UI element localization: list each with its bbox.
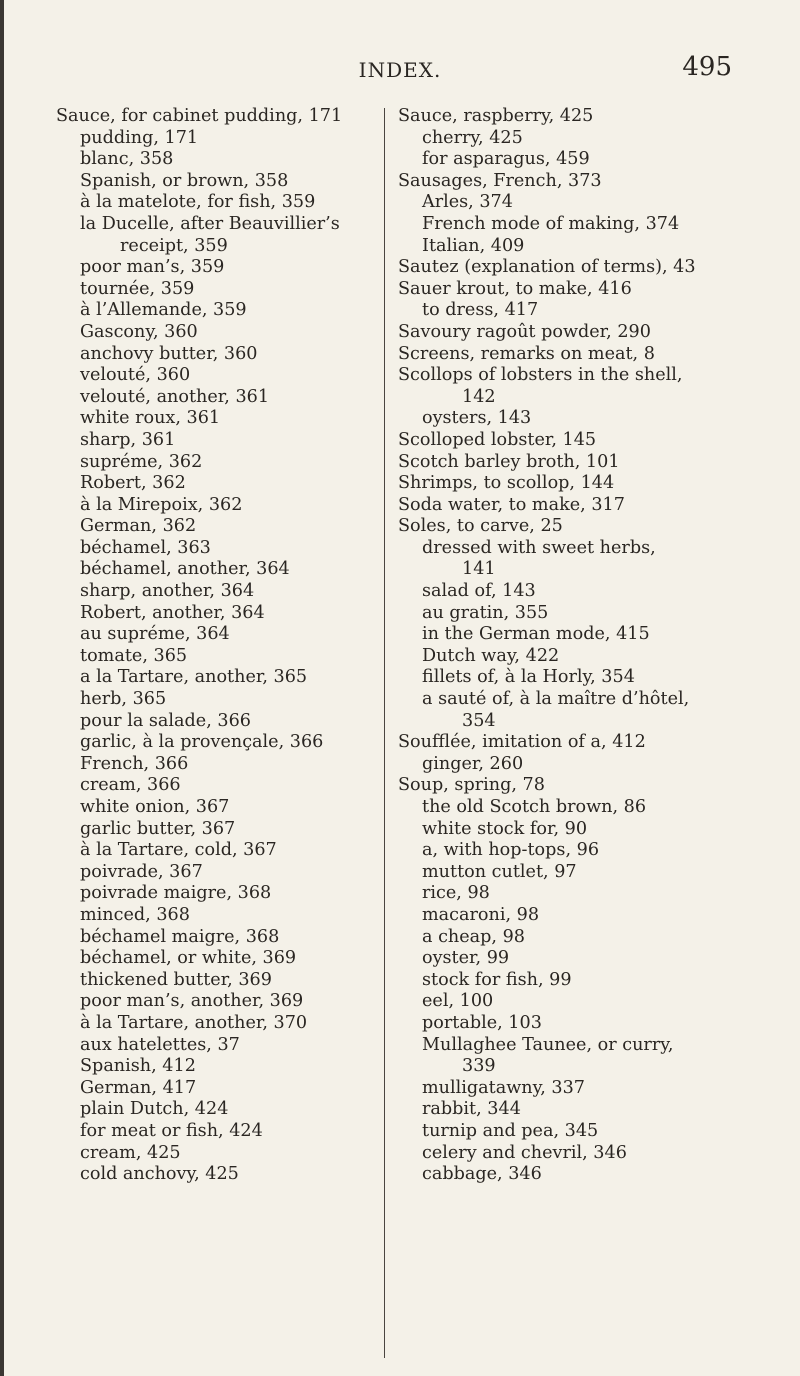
index-subentry: Robert, 362 [80, 473, 186, 494]
index-subentry: plain Dutch, 424 [80, 1099, 229, 1120]
index-subentry: mulligatawny, 337 [422, 1077, 585, 1098]
index-subentry: stock for fish, 99 [422, 969, 572, 990]
index-subentry: cabbage, 346 [422, 1164, 542, 1185]
index-subentry: white onion, 367 [80, 797, 230, 817]
index-subentry: Gascony, 360 [80, 321, 198, 342]
index-subentry: oysters, 143 [422, 408, 532, 429]
index-subentry: la Ducelle, after Beauvillier’s [80, 213, 340, 234]
index-subentry: Robert, another, 364 [80, 602, 265, 623]
index-entry: Shrimps, to scollop, 144 [398, 473, 615, 494]
index-entry: Sauce, for cabinet pudding, 171 [56, 106, 343, 126]
index-subentry: portable, 103 [422, 1012, 542, 1033]
index-subentry: Mullaghee Taunee, or curry, [422, 1034, 674, 1055]
index-subentry: Arles, 374 [422, 192, 513, 213]
index-subentry: velouté, 360 [80, 365, 191, 386]
index-subentry: white stock for, 90 [422, 818, 588, 839]
index-subentry: tomate, 365 [80, 645, 188, 666]
index-subentry: poivrade, 367 [80, 861, 203, 882]
page-header [0, 52, 800, 92]
index-subentry: béchamel, another, 364 [80, 559, 290, 580]
index-continuation: 141 [462, 559, 496, 580]
index-column-left [56, 106, 376, 1186]
index-subentry: à la matelote, for fish, 359 [80, 192, 316, 213]
column-divider [384, 108, 385, 1358]
index-subentry: cherry, 425 [422, 127, 523, 148]
index-subentry: a la Tartare, another, 365 [80, 667, 308, 688]
index-entry: Scotch barley broth, 101 [398, 451, 620, 472]
index-entry: Soup, spring, 78 [398, 775, 545, 796]
index-subentry: white roux, 361 [80, 408, 221, 429]
index-subentry: à la Mirepoix, 362 [80, 494, 243, 515]
index-entry: Sausages, French, 373 [398, 170, 602, 191]
index-entry: Sauce, raspberry, 425 [398, 106, 594, 126]
index-subentry: minced, 368 [80, 904, 190, 925]
index-continuation: receipt, 359 [120, 235, 228, 256]
index-subentry: blanc, 358 [80, 149, 174, 170]
index-subentry: pour la salade, 366 [80, 710, 251, 731]
index-continuation: 339 [462, 1056, 496, 1077]
index-subentry: béchamel, or white, 369 [80, 948, 297, 969]
index-subentry: velouté, another, 361 [80, 386, 270, 407]
index-subentry: poor man’s, 359 [80, 257, 225, 278]
index-subentry: garlic butter, 367 [80, 818, 236, 839]
running-title: INDEX. [358, 58, 442, 82]
index-subentry: Dutch way, 422 [422, 645, 560, 666]
index-subentry: cold anchovy, 425 [80, 1164, 239, 1185]
index-subentry: béchamel maigre, 368 [80, 926, 280, 947]
index-entry: Soufflée, imitation of a, 412 [398, 732, 646, 753]
index-entry: Soda water, to make, 317 [398, 494, 625, 515]
index-entry: Sautez (explanation of terms), 43 [398, 257, 696, 278]
index-subentry: sharp, 361 [80, 429, 176, 450]
index-subentry: Spanish, or brown, 358 [80, 170, 289, 191]
index-subentry: thickened butter, 369 [80, 969, 272, 990]
index-subentry: eel, 100 [422, 991, 494, 1012]
page-number: 495 [682, 52, 732, 82]
index-subentry: French, 366 [80, 753, 189, 774]
index-subentry: rabbit, 344 [422, 1099, 521, 1120]
index-subentry: à la Tartare, cold, 367 [80, 840, 277, 861]
index-entry: Savoury ragoût powder, 290 [398, 321, 651, 342]
index-entry: Scolloped lobster, 145 [398, 429, 597, 450]
index-subentry: for asparagus, 459 [422, 149, 590, 170]
index-subentry: fillets of, à la Horly, 354 [422, 667, 635, 688]
index-subentry: garlic, à la provençale, 366 [80, 732, 324, 753]
index-subentry: oyster, 99 [422, 948, 510, 969]
index-subentry: sharp, another, 364 [80, 581, 255, 602]
index-subentry: celery and chevril, 346 [422, 1142, 627, 1163]
index-continuation: 142 [462, 386, 496, 407]
index-subentry: mutton cutlet, 97 [422, 861, 577, 882]
index-subentry: to dress, 417 [422, 300, 539, 321]
index-subentry: aux hatelettes, 37 [80, 1034, 240, 1055]
index-subentry: poivrade maigre, 368 [80, 883, 272, 904]
index-subentry: macaroni, 98 [422, 904, 540, 925]
index-entry: Scollops of lobsters in the shell, [398, 365, 683, 386]
index-subentry: à l’Allemande, 359 [80, 300, 247, 321]
index-entry: Screens, remarks on meat, 8 [398, 343, 655, 364]
index-subentry: herb, 365 [80, 689, 167, 710]
index-subentry: pudding, 171 [80, 127, 199, 148]
index-subentry: au supréme, 364 [80, 624, 230, 645]
page-edge-shadow [0, 0, 4, 1376]
index-subentry: dressed with sweet herbs, [422, 537, 656, 558]
index-subentry: German, 417 [80, 1077, 197, 1098]
index-subentry: salad of, 143 [422, 581, 536, 602]
index-subentry: béchamel, 363 [80, 537, 211, 558]
index-subentry: in the German mode, 415 [422, 624, 650, 645]
index-entry: Sauer krout, to make, 416 [398, 278, 632, 299]
index-subentry: cream, 425 [80, 1142, 181, 1163]
index-subentry: a sauté of, à la maître d’hôtel, [422, 689, 690, 710]
index-subentry: à la Tartare, another, 370 [80, 1012, 308, 1033]
index-subentry: ginger, 260 [422, 753, 524, 774]
index-subentry: Italian, 409 [422, 235, 525, 256]
index-subentry: poor man’s, another, 369 [80, 991, 304, 1012]
index-subentry: supréme, 362 [80, 451, 203, 472]
index-subentry: a, with hop-tops, 96 [422, 840, 600, 861]
index-subentry: anchovy butter, 360 [80, 343, 258, 364]
index-subentry: French mode of making, 374 [422, 213, 680, 234]
index-entry: Soles, to carve, 25 [398, 516, 563, 537]
index-subentry: tournée, 359 [80, 278, 195, 299]
index-subentry: cream, 366 [80, 775, 181, 796]
index-subentry: for meat or fish, 424 [80, 1120, 263, 1141]
index-subentry: rice, 98 [422, 883, 490, 904]
index-subentry: au gratin, 355 [422, 602, 549, 623]
index-subentry: Spanish, 412 [80, 1056, 196, 1077]
index-subentry: German, 362 [80, 516, 197, 537]
index-subentry: turnip and pea, 345 [422, 1120, 599, 1141]
index-subentry: a cheap, 98 [422, 926, 526, 947]
index-column-right [398, 106, 743, 1186]
index-continuation: 354 [462, 710, 496, 731]
index-subentry: the old Scotch brown, 86 [422, 797, 647, 817]
